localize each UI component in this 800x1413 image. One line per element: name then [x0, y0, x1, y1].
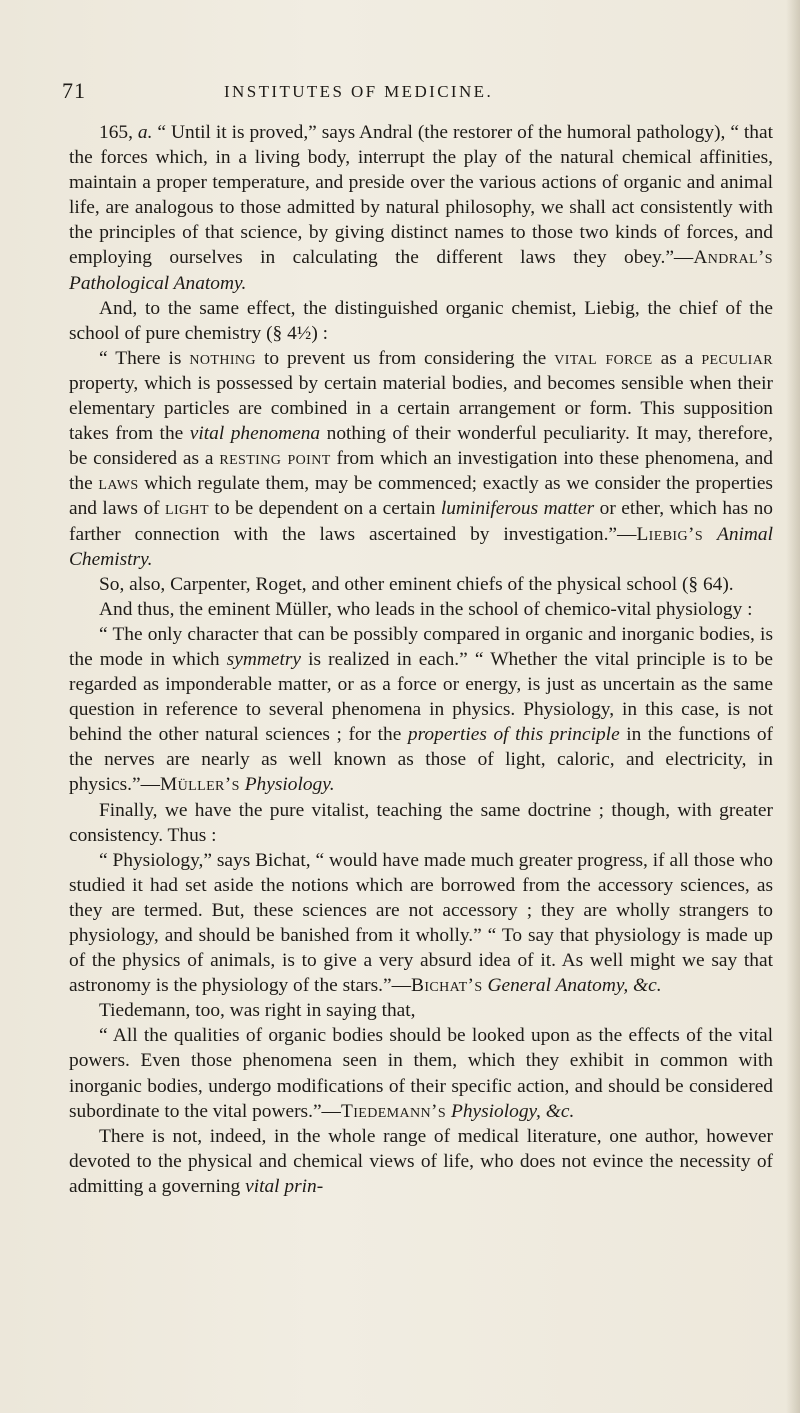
text-run: which regulate them, may be commenced; exactly as we consider the properties and laws of — [69, 473, 773, 520]
paragraph — [69, 120, 773, 296]
small-caps-text: Tiedemann’s — [340, 1100, 447, 1122]
italic-text: Pathological Anatomy. — [69, 272, 247, 294]
small-caps-text: Bichat’s — [411, 975, 483, 997]
text-run: “ Physiology,” says Bichat, “ would have made much greater progress, if all those who studied it had set aside the notions which are borrowed from the accessory sciences, as they are termed. But, these sciences are not accessory ; they are wholly strangers to physiology, and should be banished from it wholly.” “ To say that physiology is made up of the physics of animals, is to give a very absurd idea of it. As well might we say that astronomy is the physiology of the stars.”— — [69, 849, 773, 997]
page-number: 71 — [62, 78, 86, 103]
text-run: There is not, indeed, in the whole range of medical literature, one author, however devoted to the physical and chemical views of life, who does not evince the necessity of admitting a governing — [69, 1125, 773, 1197]
text-run: “ All the qualities of organic bodies should be looked upon as the effects of the vital powers. Even those phenomena seen in them, which they exhibit in common with inorganic bodies, undergo modifications of their specific action, and should be considered subordinate to the vital powers.”— — [69, 1025, 773, 1122]
paragraph — [69, 798, 773, 848]
paragraph — [69, 572, 773, 597]
text-run: Tiedemann, too, was right in saying that, — [99, 1000, 416, 1022]
italic-text: properties of this principle — [407, 724, 620, 746]
small-caps-text: Liebig’s — [636, 523, 704, 545]
text-run: And thus, the eminent Müller, who leads in the school of chemico-vital physiology : — [99, 598, 753, 620]
running-head: INSTITUTES OF MEDICINE. — [224, 82, 494, 101]
small-caps-text: nothing — [189, 347, 256, 369]
paragraph — [69, 1124, 773, 1199]
small-caps-text: laws — [98, 473, 139, 495]
small-caps-text: Müller’s — [160, 774, 240, 796]
text-run: from which an investigation into these phenomena, and the — [69, 448, 773, 495]
text-run: is realized in each.” “ Whether the vital principle is to be regarded as imponderable matter, or as a force or energy, is just as uncertain as the same question in reference to several phenomena in physics. Physiology, in this case, is not behind the other natural sciences ; for the — [69, 648, 773, 746]
text-run: “ Until it is proved,” says Andral (the restorer of the humoral pathology), “ that the forces which, in a living body, interrupt the play of the natural chemical affinities, maintain a proper temperature, and preside over the various actions of organic and animal life, are analogous to those admitted by natural philosophy, we shall act consistently with the principles of that science, by giving distinct names to those two kinds of forces, and employing ourselves in calculating the different laws they obey.”— — [69, 122, 773, 269]
italic-text: vital phenomena — [189, 423, 321, 445]
italic-text: symmetry — [226, 648, 301, 670]
paragraph — [69, 597, 773, 622]
body-text — [69, 120, 773, 1199]
paragraph — [69, 1023, 773, 1123]
text-run: or ether, which has no farther connection with the laws ascertained by investigation.”— — [69, 498, 773, 545]
text-run — [703, 524, 717, 545]
italic-text: luminiferous matter — [440, 498, 595, 520]
page-header — [0, 78, 800, 108]
text-run: as a — [652, 347, 702, 369]
italic-text: a. — [137, 122, 153, 143]
paragraph — [69, 998, 773, 1023]
paragraph — [69, 346, 773, 572]
text-run: “ The only character that can be possibly compared in organic and inorganic bodies, is the mode in which — [69, 623, 773, 670]
paragraph — [69, 848, 773, 999]
italic-text: Animal Chemistry. — [69, 523, 773, 570]
page-edge-shadow — [786, 0, 800, 1413]
small-caps-text: Andral’s — [693, 247, 773, 269]
text-run: 165, — [99, 122, 138, 143]
italic-text: Physiology. — [244, 774, 335, 796]
text-run: Finally, we have the pure vitalist, teaching the same doctrine ; though, with greater consistency. Thus : — [69, 799, 773, 846]
text-run: to prevent us from considering the — [255, 347, 555, 369]
italic-text: Physiology, &c. — [450, 1100, 575, 1122]
italic-text: General Anatomy, &c. — [487, 975, 662, 997]
text-run: “ There is — [99, 347, 190, 369]
text-run: property, which is possessed by certain material bodies, and becomes sensible when their elementary particles are combined in a certain arrangement or form. This supposition takes from the — [69, 372, 773, 445]
text-run: And, to the same effect, the distinguished organic chemist, Liebig, the chief of the school of pure chemistry (§ 4½) : — [69, 297, 773, 344]
small-caps-text: light — [165, 498, 209, 520]
small-caps-text: peculiar — [701, 347, 773, 369]
small-caps-text: resting point — [219, 448, 331, 470]
italic-text: vital prin- — [245, 1175, 324, 1197]
text-run: to be dependent on a certain — [209, 498, 441, 520]
paragraph — [69, 622, 773, 798]
text-run: So, also, Carpenter, Roget, and other eminent chiefs of the physical school (§ 64). — [99, 573, 734, 595]
paragraph — [69, 296, 773, 346]
text-run: in the functions of the nerves are nearly as well known as those of light, caloric, and electricity, in physics.”— — [69, 724, 774, 796]
text-run: nothing of their wonderful peculiarity. It may, therefore, be considered as a — [69, 423, 773, 470]
small-caps-text: vital force — [554, 347, 653, 369]
